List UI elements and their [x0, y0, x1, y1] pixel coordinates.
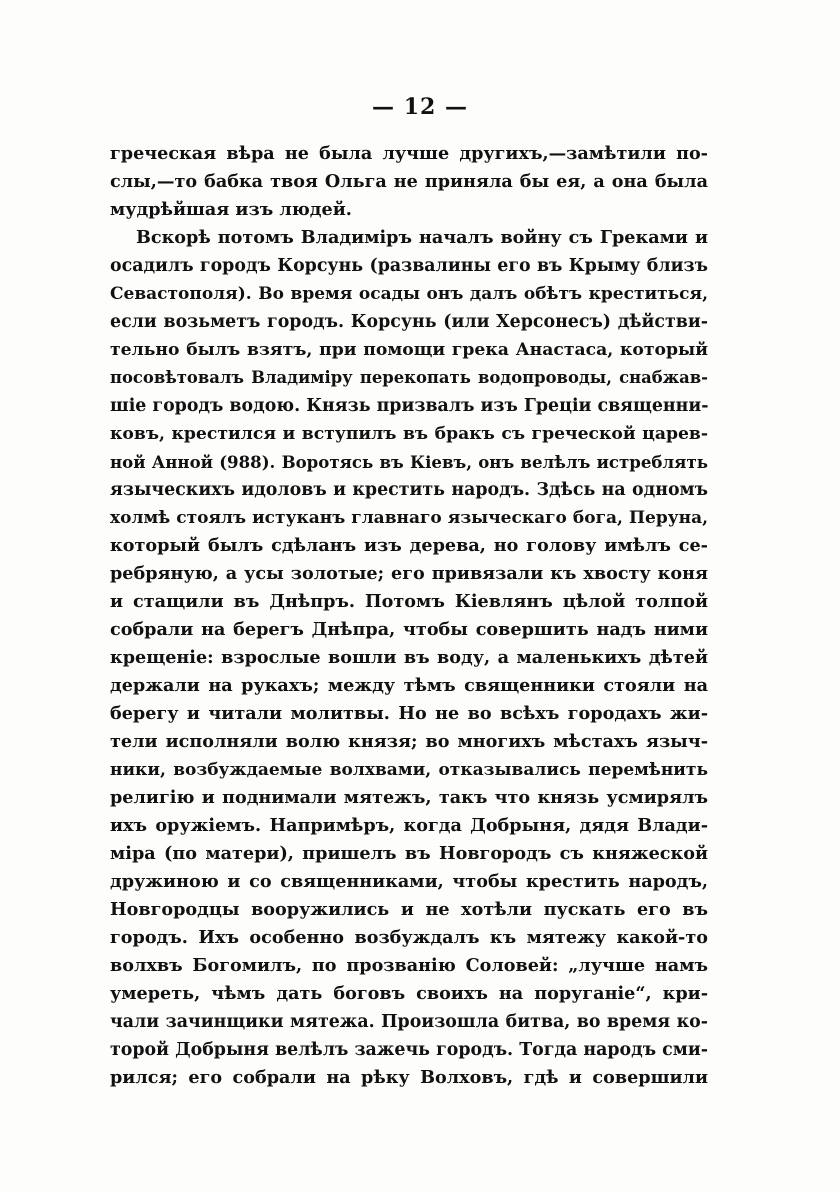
text-line: ной Анной (988). Воротясь въ Кіевъ, онъ велѣлъ истреблять — [110, 452, 708, 472]
text-line: слы,—то бабка твоя Ольга не приняла бы ея, а она была — [110, 171, 708, 192]
text-line: городъ. Ихъ особенно возбуждалъ къ мятежу какой-то — [110, 927, 708, 948]
text-line: посовѣтовалъ Владиміру перекопать водопроводы, снабжав- — [110, 368, 708, 387]
text-line: религію и поднимали мятежъ, такъ что князь усмирялъ — [110, 787, 708, 808]
text-line: греческая вѣра не была лучше другихъ,—замѣтили по- — [110, 143, 708, 164]
text-line: если возьметъ городъ. Корсунь (или Херсонесъ) дѣйстви- — [110, 312, 708, 332]
page-number: — 12 — — [372, 94, 468, 120]
text-line: собрали на берегъ Днѣпра, чтобы совершить надъ ними — [110, 619, 708, 640]
text-line: Севастополя). Во время осады онъ далъ обѣтъ креститься, — [110, 284, 708, 304]
text-line: шіе городъ водою. Князь призвалъ изъ Греціи священни- — [110, 396, 708, 416]
text-line: міра (по матери), пришелъ въ Новгородъ съ княжеской — [110, 843, 708, 864]
text-line: тели исполняли волю князя; во многихъ мѣстахъ языч- — [110, 731, 708, 752]
text-line: Вскорѣ потомъ Владиміръ началъ войну съ Греками и — [136, 227, 708, 248]
text-line: ихъ оружіемъ. Напримѣръ, когда Добрыня, дядя Влади- — [110, 815, 708, 836]
text-line: ники, возбуждаемые волхвами, отказывались перемѣнить — [110, 760, 708, 780]
paragraph-1 — [110, 140, 708, 224]
text-line: осадилъ городъ Корсунь (развалины его въ Крыму близъ — [110, 256, 708, 276]
text-line: рился; его собрали на рѣку Волховъ, гдѣ и совершили — [110, 1067, 708, 1088]
body-text — [110, 140, 708, 1092]
text-line: ребряную, а усы золотые; его привязали къ хвосту коня — [110, 563, 708, 584]
text-line: который былъ сдѣланъ изъ дерева, но голову имѣлъ се- — [110, 535, 708, 556]
text-line: крещеніе: взрослые вошли въ воду, а маленькихъ дѣтей — [110, 647, 708, 668]
text-line: чали зачинщики мятежа. Произошла битва, во время ко- — [110, 1012, 708, 1032]
text-line: ковъ, крестился и вступилъ въ бракъ съ греческой царев- — [110, 424, 708, 444]
text-line: Новгородцы вооружились и не хотѣли пускать его въ — [110, 899, 708, 920]
text-line: холмѣ стоялъ истуканъ главнаго языческаго бога, Перуна, — [110, 508, 708, 528]
text-line: и стащили въ Днѣпръ. Потомъ Кіевлянъ цѣлой толпой — [110, 591, 708, 612]
text-line: волхвъ Богомилъ, по прозванію Соловей: „лучше намъ — [110, 955, 708, 976]
text-line: торой Добрыня велѣлъ зажечь городъ. Тогда народъ сми- — [110, 1040, 708, 1060]
text-line: умереть, чѣмъ дать боговъ своихъ на поруганіе“, кри- — [110, 983, 708, 1004]
text-line: тельно былъ взятъ, при помощи грека Анастаса, который — [110, 340, 708, 360]
text-line: языческихъ идоловъ и крестить народъ. Здѣсь на одномъ — [110, 480, 708, 500]
text-line: берегу и читали молитвы. Но не во всѣхъ городахъ жи- — [110, 703, 708, 724]
paragraph-2 — [110, 224, 708, 1092]
text-line: дружиною и со священниками, чтобы крестить народъ, — [110, 871, 708, 892]
text-line: держали на рукахъ; между тѣмъ священники стояли на — [110, 675, 708, 696]
text-line: мудрѣйшая изъ людей. — [110, 199, 352, 220]
